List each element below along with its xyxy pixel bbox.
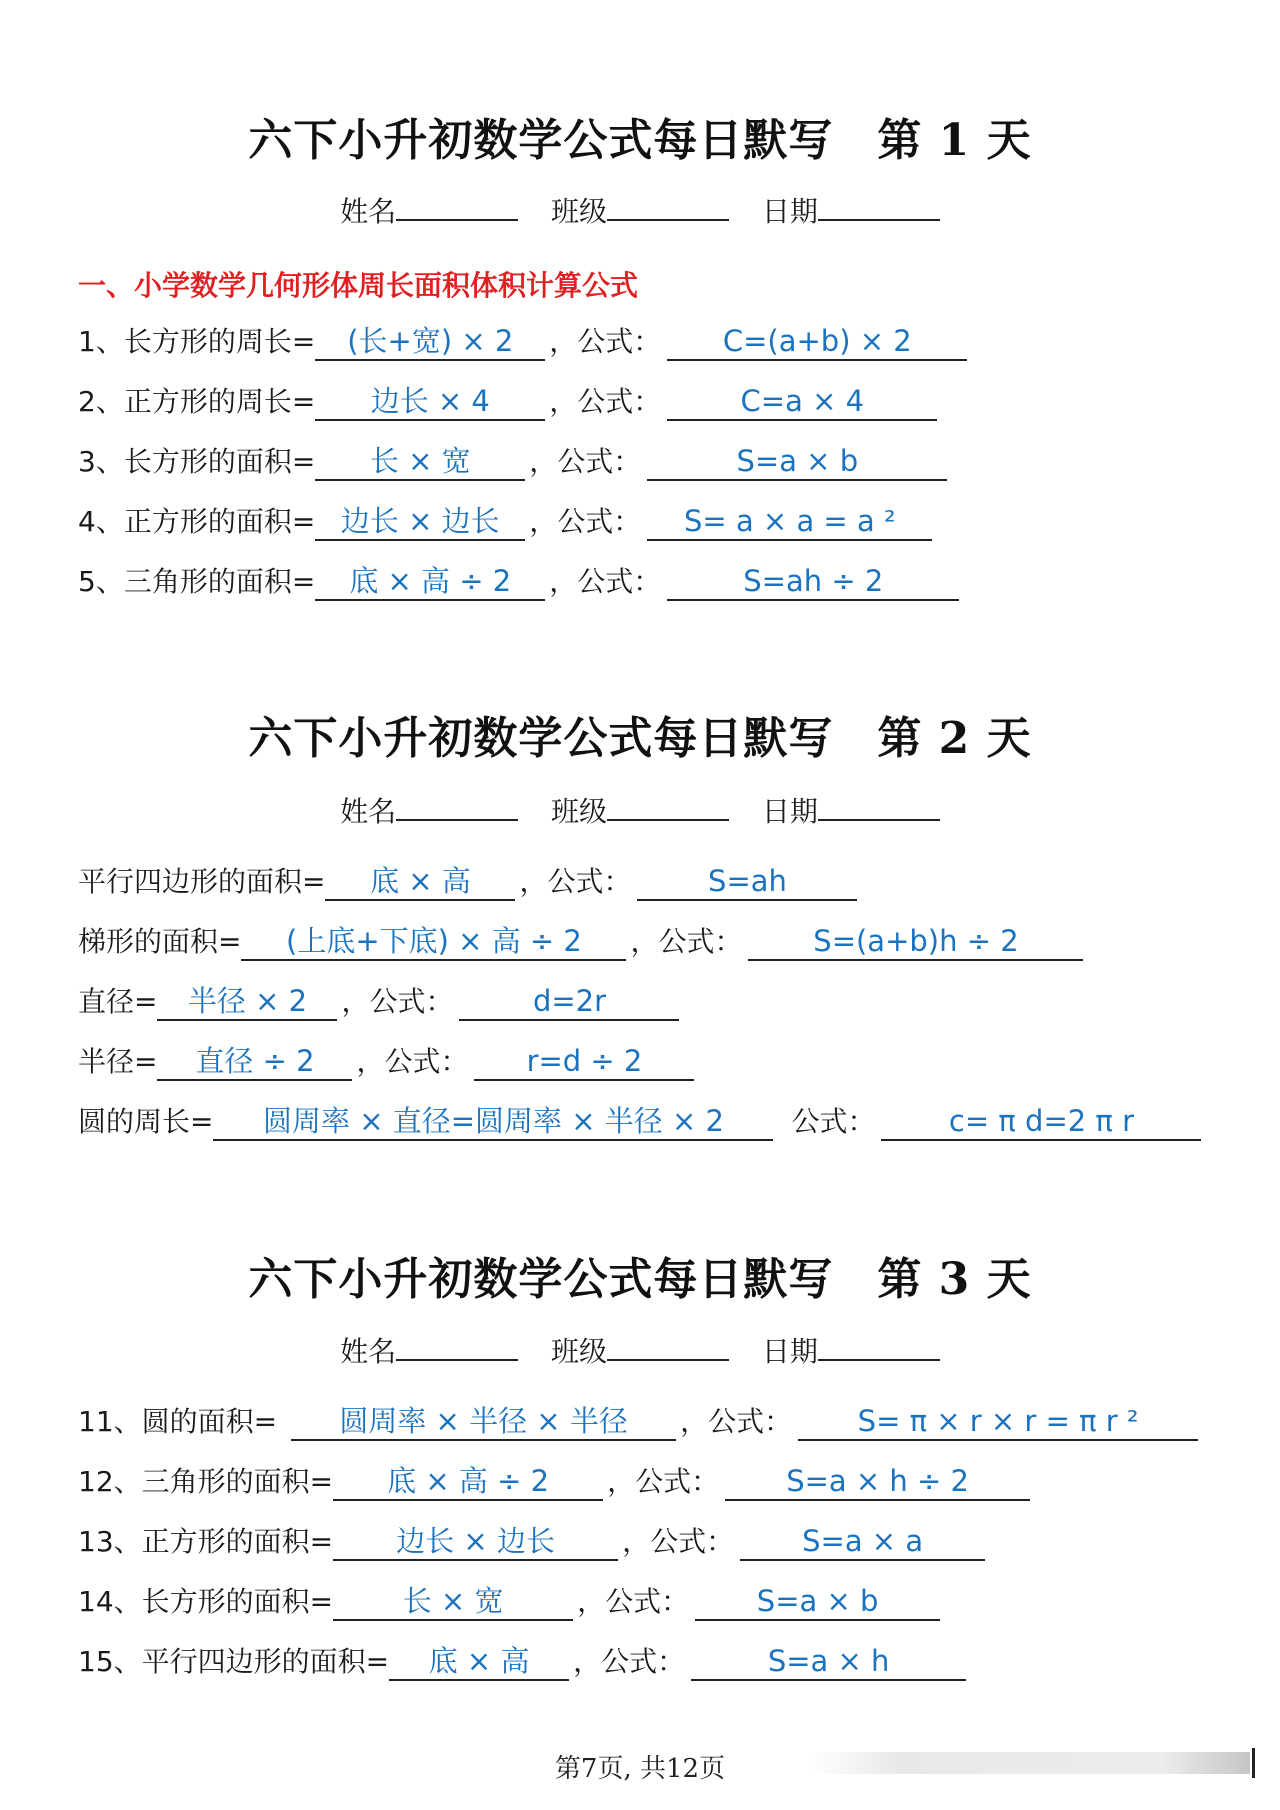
item-label: 14、长方形的面积= xyxy=(78,1585,334,1618)
list-item xyxy=(78,862,857,902)
answer-blank[interactable]: (长+宽) × 2 xyxy=(315,323,545,361)
day-3-meta-row xyxy=(0,1330,1280,1370)
date-label: 日期 xyxy=(761,195,818,228)
formula-blank[interactable]: S=a × h ÷ 2 xyxy=(725,1463,1030,1501)
class-label: 班级 xyxy=(550,1335,607,1368)
answer-blank[interactable]: 半径 × 2 xyxy=(157,983,337,1021)
list-item xyxy=(78,442,947,482)
formula-label: ，公式： xyxy=(549,565,662,598)
name-label: 姓名 xyxy=(340,195,397,228)
formula-label: ，公式： xyxy=(519,865,632,898)
day-3-title-text: 六下小升初数学公式每日默写 xyxy=(248,1254,834,1305)
answer-blank[interactable]: 边长 × 边长 xyxy=(333,1523,618,1561)
formula-blank[interactable]: S=a × h xyxy=(691,1643,966,1681)
formula-label: ，公式： xyxy=(529,445,642,478)
formula-blank[interactable]: S=ah ÷ 2 xyxy=(667,563,959,601)
item-label: 直径= xyxy=(78,985,158,1018)
day-2-title-text: 六下小升初数学公式每日默写 xyxy=(248,713,834,764)
day-2-day-label: 第 2 天 xyxy=(877,713,1032,764)
answer-blank[interactable]: (上底+下底) × 高 ÷ 2 xyxy=(241,923,626,961)
formula-label: ，公式： xyxy=(341,985,454,1018)
formula-label: ，公式： xyxy=(573,1645,686,1678)
formula-blank[interactable]: c= π d=2 π r xyxy=(881,1103,1201,1141)
list-item xyxy=(78,922,1083,962)
item-label: 平行四边形的面积= xyxy=(78,865,326,898)
item-label: 2、正方形的周长= xyxy=(78,385,316,418)
formula-blank[interactable]: S=a × b xyxy=(695,1583,940,1621)
formula-label: 公式： xyxy=(791,1105,876,1138)
item-label: 13、正方形的面积= xyxy=(78,1525,334,1558)
answer-blank[interactable]: 底 × 高 xyxy=(325,863,515,901)
list-item xyxy=(78,382,937,422)
day-1-meta-row xyxy=(0,190,1280,230)
day-2-meta-row xyxy=(0,790,1280,830)
item-label: 5、三角形的面积= xyxy=(78,565,316,598)
day-1-day-label: 第 1 天 xyxy=(877,115,1032,166)
name-label: 姓名 xyxy=(340,795,397,828)
day-3-day-label: 第 3 天 xyxy=(877,1254,1032,1305)
date-label: 日期 xyxy=(761,1335,818,1368)
item-label: 11、圆的面积= xyxy=(78,1405,278,1438)
name-blank[interactable] xyxy=(396,793,518,821)
class-blank[interactable] xyxy=(607,793,729,821)
day-3-date-field[interactable] xyxy=(762,1330,940,1370)
item-label: 1、长方形的周长= xyxy=(78,325,316,358)
item-label: 圆的周长= xyxy=(78,1105,214,1138)
formula-label: ，公式： xyxy=(607,1465,720,1498)
day-3-title xyxy=(0,1243,1280,1307)
formula-label: ，公式： xyxy=(680,1405,793,1438)
answer-blank[interactable]: 长 × 宽 xyxy=(333,1583,573,1621)
formula-blank[interactable]: S=a × b xyxy=(647,443,947,481)
list-item xyxy=(78,1042,694,1082)
name-label: 姓名 xyxy=(340,1335,397,1368)
formula-blank[interactable]: S= π × r × r = π r ² xyxy=(798,1403,1198,1441)
formula-label: ，公式： xyxy=(630,925,743,958)
list-item xyxy=(78,982,679,1022)
formula-blank[interactable]: d=2r xyxy=(459,983,679,1021)
item-label: 半径= xyxy=(78,1045,158,1078)
formula-blank[interactable]: S=a × a xyxy=(740,1523,985,1561)
item-label: 15、平行四边形的面积= xyxy=(78,1645,390,1678)
list-item xyxy=(78,1462,1030,1502)
class-label: 班级 xyxy=(550,795,607,828)
day-1-title xyxy=(0,104,1280,168)
formula-blank[interactable]: S=ah xyxy=(637,863,857,901)
answer-blank[interactable]: 底 × 高 ÷ 2 xyxy=(315,563,545,601)
list-item xyxy=(78,1642,966,1682)
formula-label: ，公式： xyxy=(577,1585,690,1618)
answer-blank[interactable]: 边长 × 边长 xyxy=(315,503,525,541)
formula-blank[interactable]: S= a × a = a ² xyxy=(647,503,932,541)
answer-blank[interactable]: 直径 ÷ 2 xyxy=(157,1043,352,1081)
formula-blank[interactable]: C=a × 4 xyxy=(667,383,937,421)
day-3-name-field[interactable] xyxy=(340,1330,518,1370)
list-item xyxy=(78,1582,940,1622)
item-label: 12、三角形的面积= xyxy=(78,1465,334,1498)
name-blank[interactable] xyxy=(396,1333,518,1361)
answer-blank[interactable]: 边长 × 4 xyxy=(315,383,545,421)
list-item xyxy=(78,1102,1201,1142)
formula-label: ，公式： xyxy=(622,1525,735,1558)
answer-blank[interactable]: 长 × 宽 xyxy=(315,443,525,481)
date-label: 日期 xyxy=(761,795,818,828)
item-label: 4、正方形的面积= xyxy=(78,505,316,538)
list-item xyxy=(78,562,959,602)
list-item xyxy=(78,502,932,542)
day-3-class-field[interactable] xyxy=(551,1330,729,1370)
day-2-date-field[interactable] xyxy=(762,790,940,830)
date-blank[interactable] xyxy=(818,793,940,821)
name-blank[interactable] xyxy=(396,193,518,221)
item-label: 3、长方形的面积= xyxy=(78,445,316,478)
answer-blank[interactable]: 底 × 高 ÷ 2 xyxy=(333,1463,603,1501)
formula-label: ，公式： xyxy=(549,385,662,418)
date-blank[interactable] xyxy=(818,193,940,221)
class-blank[interactable] xyxy=(607,1333,729,1361)
class-blank[interactable] xyxy=(607,193,729,221)
formula-label: ，公式： xyxy=(529,505,642,538)
day-2-title xyxy=(0,702,1280,766)
page-number: 第7页, 共12页 xyxy=(554,1754,726,1784)
section-heading: 一、小学数学几何形体周长面积体积计算公式 xyxy=(78,269,639,302)
day-1-name-field[interactable] xyxy=(340,190,518,230)
day-1-date-field[interactable] xyxy=(762,190,940,230)
formula-label: ，公式： xyxy=(356,1045,469,1078)
formula-blank[interactable]: S=(a+b)h ÷ 2 xyxy=(748,923,1083,961)
list-item xyxy=(78,1402,1198,1442)
answer-blank[interactable]: 圆周率 × 半径 × 半径 xyxy=(291,1403,676,1441)
item-label: 梯形的面积= xyxy=(78,925,242,958)
formula-blank[interactable]: r=d ÷ 2 xyxy=(474,1043,694,1081)
formula-blank[interactable]: C=(a+b) × 2 xyxy=(667,323,967,361)
formula-label: ，公式： xyxy=(549,325,662,358)
day-2-name-field[interactable] xyxy=(340,790,518,830)
day-1-class-field[interactable] xyxy=(551,190,729,230)
class-label: 班级 xyxy=(550,195,607,228)
answer-blank[interactable]: 圆周率 × 直径=圆周率 × 半径 × 2 xyxy=(213,1103,773,1141)
answer-blank[interactable]: 底 × 高 xyxy=(389,1643,569,1681)
date-blank[interactable] xyxy=(818,1333,940,1361)
list-item xyxy=(78,1522,985,1562)
day-1-title-text: 六下小升初数学公式每日默写 xyxy=(248,115,834,166)
day-2-class-field[interactable] xyxy=(551,790,729,830)
list-item xyxy=(78,322,967,362)
